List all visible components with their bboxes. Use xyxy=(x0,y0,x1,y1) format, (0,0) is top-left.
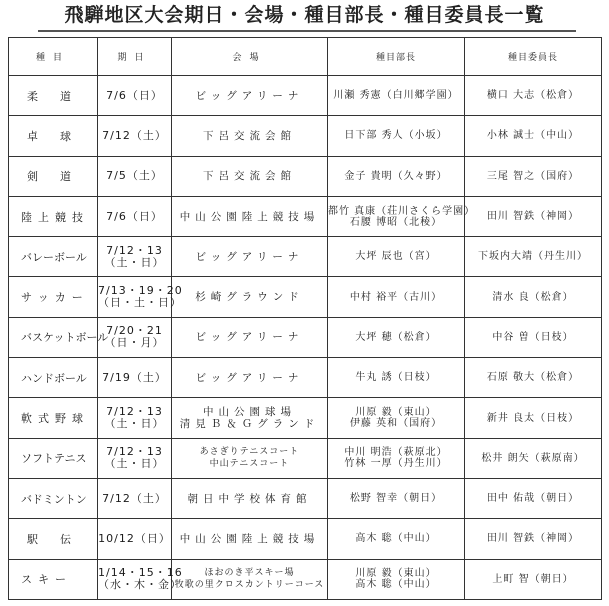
cell-event: バスケットボール xyxy=(9,317,98,357)
cell-chair xyxy=(328,398,465,438)
cell-chair xyxy=(328,317,465,357)
cell-date xyxy=(98,277,183,317)
table-row xyxy=(9,559,602,599)
cell-chair-line: 都竹 真康（荘川さくら学園） xyxy=(328,205,476,217)
cell-chair-line: 中村 裕平（古川） xyxy=(349,291,443,303)
cell-event: 卓球 xyxy=(9,116,98,156)
cell-committee-chair-line: 石原 敬大（松倉） xyxy=(486,372,580,384)
cell-date-line: 7/12（土） xyxy=(102,491,167,505)
cell-chair xyxy=(328,358,465,398)
event-schedule-table xyxy=(8,37,602,600)
cell-committee-chair xyxy=(465,196,602,236)
cell-committee-chair-line: 松井 朗矢（萩原南） xyxy=(481,452,585,464)
cell-committee-chair xyxy=(465,559,602,599)
cell-date-line: 7/12・13 xyxy=(106,445,163,459)
cell-committee-chair xyxy=(465,156,602,196)
cell-venue-line: ビッグアリーナ xyxy=(195,371,304,384)
cell-date-line: （土・日） xyxy=(104,417,165,431)
cell-date-line: 7/13・19・20 xyxy=(98,284,183,298)
cell-date xyxy=(98,317,172,357)
title-underline xyxy=(38,30,576,32)
cell-venue-line: 杉崎グラウンド xyxy=(195,291,304,304)
cell-date-line: （日・月） xyxy=(104,336,165,350)
table-row xyxy=(9,438,602,478)
cell-date xyxy=(98,156,172,196)
cell-event: スキー xyxy=(9,559,98,599)
cell-event: 陸上競技 xyxy=(9,196,98,236)
cell-committee-chair xyxy=(465,478,602,518)
cell-chair-line: 大坪 穂（松倉） xyxy=(355,331,437,343)
cell-date xyxy=(98,196,172,236)
cell-committee-chair-line: 横口 大志（松倉） xyxy=(486,90,580,102)
cell-chair xyxy=(328,478,465,518)
cell-committee-chair-line: 田中 佑哉（朝日） xyxy=(486,493,580,505)
cell-venue xyxy=(172,478,328,518)
cell-venue xyxy=(172,196,328,236)
cell-venue-line: あさぎりテニスコート xyxy=(199,447,300,458)
cell-chair xyxy=(328,237,465,277)
cell-date-line: 10/12（日） xyxy=(98,531,171,545)
cell-date xyxy=(98,358,172,398)
cell-venue-line: 中山公園陸上競技場 xyxy=(179,532,320,545)
cell-committee-chair-line: 小林 誠士（中山） xyxy=(486,130,580,142)
cell-venue-line: 中山公園球場 xyxy=(203,406,296,419)
table-row xyxy=(9,76,602,116)
cell-event: 柔道 xyxy=(9,76,98,116)
cell-chair-line: 高木 聡（中山） xyxy=(355,533,437,545)
cell-committee-chair-line: 中谷 曽（日枝） xyxy=(492,331,574,343)
cell-date xyxy=(98,438,172,478)
cell-venue-line: 下呂交流会館 xyxy=(203,170,296,183)
cell-committee-chair-line: 下坂内大靖（丹生川） xyxy=(478,251,588,263)
cell-date-line: 7/19（土） xyxy=(102,370,167,384)
table-row xyxy=(9,156,602,196)
cell-venue-line: 中山公園陸上競技場 xyxy=(179,210,320,223)
cell-chair xyxy=(328,76,465,116)
cell-date-line: 7/5（土） xyxy=(106,169,163,183)
cell-date-line: （日・土・日） xyxy=(98,296,182,310)
cell-chair-line: 牛丸 誘（日枝） xyxy=(355,372,437,384)
cell-venue-line: 朝日中学校体育館 xyxy=(187,492,312,505)
cell-committee-chair xyxy=(465,438,602,478)
cell-committee-chair xyxy=(465,237,602,277)
cell-chair xyxy=(328,116,465,156)
cell-committee-chair-line: 三尾 智之（国府） xyxy=(486,170,580,182)
cell-committee-chair-line: 田川 智鉄（神岡） xyxy=(486,533,580,545)
header-committee-chair: 種目委員長 xyxy=(465,38,602,76)
cell-committee-chair-line: 上町 智（朝日） xyxy=(492,573,574,585)
table-body xyxy=(9,76,602,600)
cell-event: ハンドボール xyxy=(9,358,98,398)
cell-venue xyxy=(172,398,328,438)
cell-venue xyxy=(172,519,328,559)
header-event: 種目 xyxy=(9,38,98,76)
cell-venue-line: ほおのき平スキー場 xyxy=(204,568,295,579)
cell-chair xyxy=(328,519,465,559)
cell-date-line: 7/6（日） xyxy=(106,88,163,102)
cell-date xyxy=(98,478,172,518)
cell-date-line: （水・木・金） xyxy=(98,578,182,592)
table-row xyxy=(9,116,602,156)
cell-venue-line: 清見Ｂ＆Ｇグランド xyxy=(179,418,320,431)
cell-date-line: 7/20・21 xyxy=(106,324,163,338)
cell-event: 駅伝 xyxy=(9,519,98,559)
table-row xyxy=(9,237,602,277)
cell-venue-line: ビッグアリーナ xyxy=(195,250,304,263)
cell-chair-line: 日下部 秀人（小坂） xyxy=(344,130,448,142)
cell-chair-line: 川原 毅（東山） xyxy=(355,568,437,580)
table-row xyxy=(9,317,602,357)
page-title: 飛騨地区大会期日・会場・種目部長・種目委員長一覧 xyxy=(64,4,545,26)
cell-venue xyxy=(172,237,328,277)
cell-date xyxy=(98,398,172,438)
cell-venue xyxy=(172,317,328,357)
cell-date xyxy=(98,237,172,277)
cell-venue-line: ビッグアリーナ xyxy=(195,89,304,102)
cell-chair xyxy=(328,277,465,317)
cell-venue xyxy=(172,156,328,196)
cell-committee-chair-line: 清水 良（松倉） xyxy=(492,291,574,303)
cell-date-line: 1/14・15・16 xyxy=(98,566,183,580)
cell-venue xyxy=(172,559,328,599)
cell-committee-chair xyxy=(465,317,602,357)
cell-date xyxy=(98,76,172,116)
cell-chair-line: 中川 明浩（萩原北） xyxy=(344,447,448,459)
cell-event: バレーボール xyxy=(9,237,98,277)
cell-event: サッカー xyxy=(9,277,98,317)
cell-event: バドミントン xyxy=(9,478,98,518)
table-row xyxy=(9,196,602,236)
cell-date xyxy=(98,116,172,156)
cell-committee-chair-line: 新井 良太（日枝） xyxy=(486,412,580,424)
cell-date xyxy=(98,519,172,559)
cell-date-line: （土・日） xyxy=(104,457,165,471)
cell-chair xyxy=(328,438,465,478)
cell-chair-line: 石腰 博昭（北稜） xyxy=(349,216,443,228)
header-date: 期日 xyxy=(98,38,172,76)
cell-date-line: 7/12・13 xyxy=(106,243,163,257)
cell-chair-line: 大坪 辰也（宮） xyxy=(355,251,437,263)
cell-chair-line: 伊藤 英和（国府） xyxy=(349,418,443,430)
cell-date-line: 7/6（日） xyxy=(106,209,163,223)
header-row xyxy=(9,38,602,76)
cell-date-line: 7/12・13 xyxy=(106,405,163,419)
table-row xyxy=(9,519,602,559)
cell-committee-chair-line: 田川 智鉄（神岡） xyxy=(486,211,580,223)
cell-chair-line: 高木 聡（中山） xyxy=(355,579,437,591)
cell-committee-chair xyxy=(465,519,602,559)
cell-chair-line: 川原 毅（東山） xyxy=(355,407,437,419)
cell-venue-line: 牧歌の里クロスカントリーコース xyxy=(174,580,325,591)
cell-venue xyxy=(172,76,328,116)
cell-date-line: 7/12（土） xyxy=(102,128,167,142)
table-row xyxy=(9,358,602,398)
cell-venue xyxy=(172,438,328,478)
table-row xyxy=(9,478,602,518)
cell-chair xyxy=(328,559,465,599)
cell-committee-chair xyxy=(465,277,602,317)
cell-venue xyxy=(172,277,328,317)
cell-venue-line: 下呂交流会館 xyxy=(203,129,296,142)
cell-venue-line: ビッグアリーナ xyxy=(195,331,304,344)
cell-committee-chair xyxy=(465,76,602,116)
cell-chair-line: 竹林 一厚（丹生川） xyxy=(344,458,448,470)
table-row xyxy=(9,277,602,317)
cell-date xyxy=(98,559,183,599)
cell-date-line: （土・日） xyxy=(104,255,165,269)
cell-committee-chair xyxy=(465,116,602,156)
cell-committee-chair xyxy=(465,358,602,398)
table-row xyxy=(9,398,602,438)
cell-chair xyxy=(328,156,465,196)
cell-event: ソフトテニス xyxy=(9,438,98,478)
cell-venue-line: 中山テニスコート xyxy=(209,459,290,470)
cell-chair xyxy=(328,196,476,236)
header-venue: 会場 xyxy=(172,38,328,76)
cell-venue xyxy=(172,358,328,398)
cell-event: 軟式野球 xyxy=(9,398,98,438)
header-chair: 種目部長 xyxy=(328,38,465,76)
cell-chair-line: 金子 貴明（久々野） xyxy=(344,170,448,182)
cell-chair-line: 川瀬 秀憲（白川郷学園） xyxy=(333,90,459,102)
cell-chair-line: 松野 智幸（朝日） xyxy=(349,493,443,505)
cell-committee-chair xyxy=(465,398,602,438)
cell-venue xyxy=(172,116,328,156)
cell-event: 剣道 xyxy=(9,156,98,196)
